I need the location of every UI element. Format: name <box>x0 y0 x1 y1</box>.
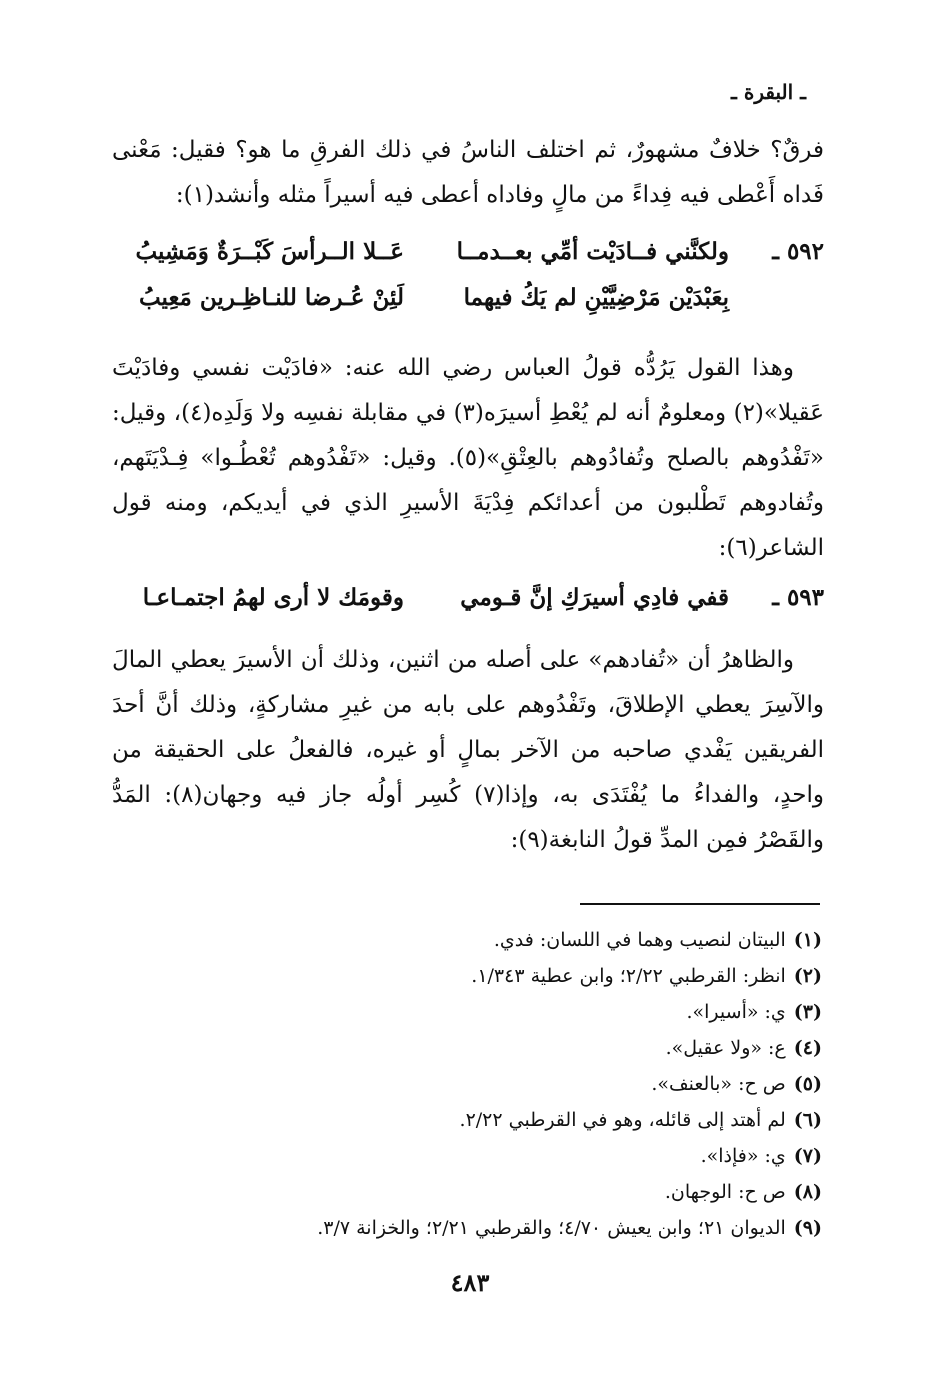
footnote-number: (١) <box>793 929 822 951</box>
footnote-number: (٥) <box>793 1073 822 1095</box>
footnote-text: ي: «فإذا». <box>700 1145 786 1167</box>
footnote-item <box>122 1102 822 1138</box>
paragraph-2 <box>112 346 824 571</box>
footnote-item <box>122 1210 822 1246</box>
footnote-number: (٧) <box>793 1145 822 1167</box>
footnote-text: ص ح: «بالعنف». <box>651 1073 786 1095</box>
paragraph-1-text: فرقٌ؟ خلافٌ مشهورٌ، ثم اختلف الناسُ في ذلك الفرقِ ما هو؟ فقيل: مَعْنى فَداه أَعْطى فيه فِداءً من مالٍ وفاداه أعطى فيه أسيراً مثله وأنشد(١): <box>112 137 824 208</box>
verse-592-line-2 <box>112 284 824 328</box>
footnote-text: ي: «أسيرا». <box>686 1001 786 1023</box>
footnote-item <box>122 1174 822 1210</box>
footnote-item <box>122 1030 822 1066</box>
footnote-text: لم أهتد إلى قائله، وهو في القرطبي ٢/٢٢. <box>459 1109 786 1131</box>
running-header: ـ البقرة ـ <box>731 80 806 104</box>
verse-592-line-1 <box>112 238 824 282</box>
footnote-item <box>122 1066 822 1102</box>
paragraph-1 <box>112 128 824 218</box>
verse-number: ٥٩٣ ـ <box>772 584 824 611</box>
footnote-number: (٣) <box>793 1001 822 1023</box>
verse-hemistich: لَئِنْ عُـرضا للنـاظِـرين مَعِيبُ <box>138 284 404 311</box>
paragraph-3-text: والظاهرُ أن «تُفادهم» على أصله من اثنين، وذلك أن الأسيرَ يعطي المالَ والآسِرَ يعطي الإطلاقَ، وتَفْدُوهم على بابه من غيرِ مشاركةٍ، وذلك أنَّ أحدَ الفريقين يَفْدي صاحبه من الآخر بمالٍ أو غيره، فالفعلُ على الحقيقة من واحدٍ، والفداءُ ما يُفْتَدَى به، وإذا(٧) كُسِر أولُه جاز فيه وجهان(٨): المَدُّ والقَصْرُ فمِن المدِّ قولُ النابغة(٩): <box>112 647 824 853</box>
footnote-separator <box>580 903 820 905</box>
footnote-number: (٩) <box>793 1217 822 1239</box>
verse-hemistich: قفي فادِي أسيرَكِ إنَّ قـومي <box>460 584 729 611</box>
verse-593 <box>112 584 824 628</box>
footnote-text: انظر: القرطبي ٢/٢٢؛ وابن عطية ١/٣٤٣. <box>471 965 786 987</box>
verse-hemistich: عَــلا الــرأسَ كَبْــرَةٌ وَمَشِيبُ <box>135 238 404 265</box>
footnote-item <box>122 958 822 994</box>
footnote-item <box>122 922 822 958</box>
verse-hemistich: ولكنَّني فــادَيْت أمِّي بعــدمــا <box>456 238 729 265</box>
footnote-number: (٦) <box>793 1109 822 1131</box>
footnote-item <box>122 1138 822 1174</box>
footnote-number: (٨) <box>793 1181 822 1203</box>
footnotes <box>122 922 822 1246</box>
footnote-text: الديوان ٢١؛ وابن يعيش ٤/٧٠؛ والقرطبي ٢/٢١؛ والخزانة ٣/٧. <box>317 1217 786 1239</box>
footnote-text: البيتان لنصيب وهما في اللسان: فدي. <box>493 929 786 951</box>
page-number: ٤٨٣ <box>450 1268 490 1297</box>
footnote-number: (٤) <box>793 1037 822 1059</box>
footnote-item <box>122 994 822 1030</box>
verse-hemistich: وقومَك لا أرى لهمُ اجتمـاعـا <box>142 584 404 611</box>
footnote-text: ع: «ولا عقيل». <box>665 1037 786 1059</box>
footnote-number: (٢) <box>793 965 822 987</box>
paragraph-3 <box>112 638 824 863</box>
verse-number: ٥٩٢ ـ <box>772 238 824 265</box>
paragraph-2-text: وهذا القول يَرُدُّه قولُ العباس رضي الله عنه: «فادَيْت نفسي وفادَيْتَ عَقيلا»(٢) ومعلومٌ أنه لم يُعْطِ أسيرَه(٣) في مقابلة نفسِه ولا وَلَدِه(٤)، وقيل: «تَفْدُوهم بالصلح وتُفادُوهم بالعِتْقِ»(٥). وقيل: «تَفْدُوهم تُعْطُـوا» فِـدْيَتَهم، وتُفادوهم تَطْلبون من أعدائكم فِدْيَةَ الأسيرِ الذي في أيديكم، ومنه قول الشاعر(٦): <box>112 355 824 561</box>
verse-hemistich: بِعَبْدَيْن مَرْضِيَّيْنِ لم يَكُ فيهما <box>463 284 729 311</box>
footnote-text: ص ح: الوجهان. <box>664 1181 786 1203</box>
